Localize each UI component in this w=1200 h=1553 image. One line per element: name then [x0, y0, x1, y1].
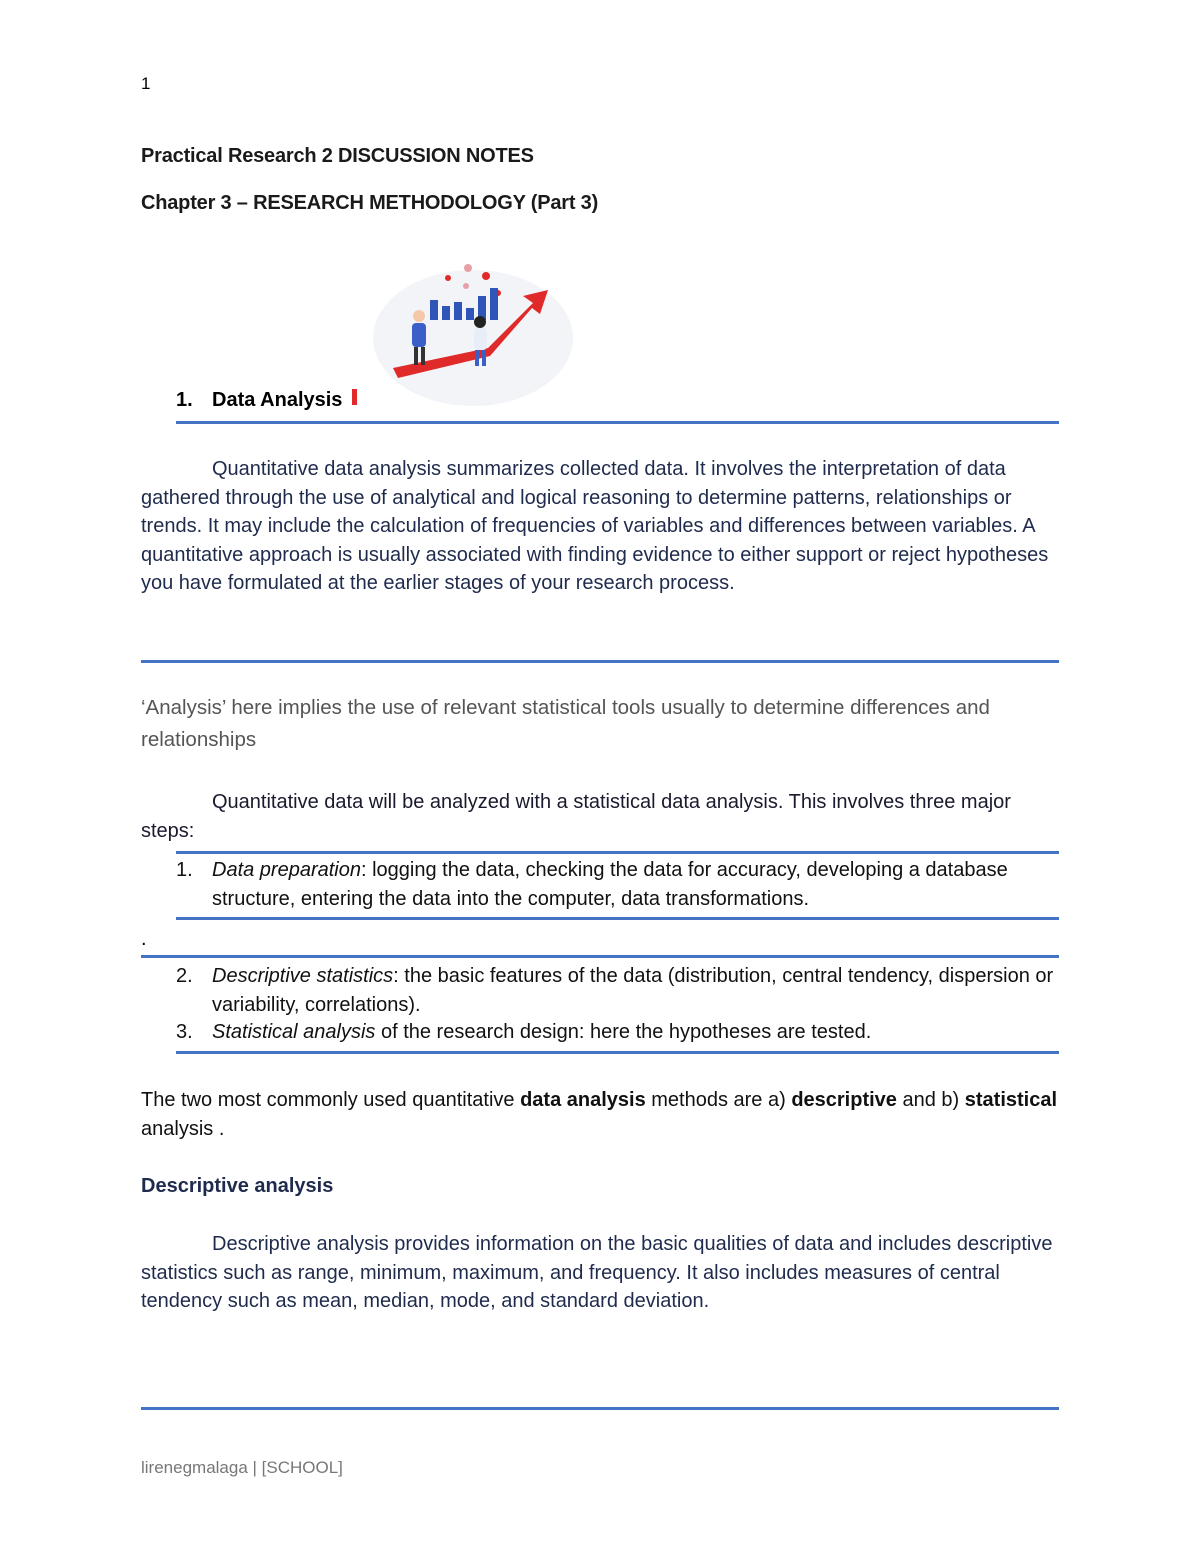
- descriptive-body: Descriptive analysis provides information on the basic qualities of data and includes descriptive statistics such as range, minimum, maximum, and frequency. It also includes measures of central tendency such as mean, median, mode, and standard deviation.: [141, 1233, 1053, 1312]
- intro-paragraph: Quantitative data analysis summarizes collected data. It involves the interpretation of data gathered through the use of analytical and logical reasoning to determine patterns, relationships or trends. It may include the calculation of frequencies of variables and differences between variables. A quantitative approach is usually associated with finding evidence to either support or reject hypotheses you have formulated at the earlier stages of your research process.: [141, 458, 1049, 594]
- section-number: 1.: [176, 389, 193, 411]
- methods-text: and b): [896, 1089, 965, 1111]
- step-text: [212, 962, 1062, 1019]
- steps-intro: Quantitative data will be analyzed with a statistical data analysis. This involves three major steps:: [141, 791, 1011, 842]
- methods-text: methods are a): [645, 1089, 792, 1111]
- methods-bold: descriptive: [791, 1089, 897, 1111]
- document-title: Practical Research 2 DISCUSSION NOTES: [141, 145, 534, 167]
- step-item: [176, 856, 1056, 916]
- step-text: [212, 1018, 1062, 1047]
- methods-text: The two most commonly used quantitative: [141, 1089, 521, 1111]
- step-text: [212, 856, 1062, 913]
- step-number: 3.: [176, 1021, 193, 1043]
- section-heading-data-analysis: [176, 389, 357, 412]
- step-term: Descriptive statistics: [212, 965, 394, 987]
- descriptive-heading: Descriptive analysis: [141, 1175, 334, 1197]
- step-description: : logging the data, checking the data for accuracy, developing a database structure, entering the data into the computer, data transformations.: [212, 859, 1008, 910]
- chapter-title: Chapter 3 – RESEARCH METHODOLOGY (Part 3): [141, 192, 599, 214]
- step-term: Data preparation: [212, 859, 361, 881]
- data-analysis-illustration: [368, 248, 578, 408]
- step-description: : the basic features of the data (distribution, central tendency, dispersion or variability, correlations).: [212, 965, 1054, 1016]
- analysis-note: ‘Analysis’ here implies the use of relevant statistical tools usually to determine differences and relationships: [141, 696, 990, 751]
- divider: [176, 1051, 1059, 1054]
- stray-dot: .: [141, 928, 147, 950]
- divider: [141, 955, 1059, 958]
- divider: [176, 421, 1059, 424]
- divider: [176, 851, 1059, 854]
- methods-bold: statistical: [964, 1089, 1058, 1111]
- step-number: 2.: [176, 965, 193, 987]
- section-heading-text: Data Analysis: [212, 389, 343, 411]
- divider: [141, 660, 1059, 663]
- step-item: [176, 1018, 1056, 1048]
- step-term: Statistical analysis: [212, 1021, 376, 1043]
- page-footer: lirenegmalaga | [SCHOOL]: [141, 1458, 343, 1477]
- methods-text: analysis .: [141, 1117, 225, 1140]
- step-number: 1.: [176, 859, 193, 881]
- methods-bold: data analysis: [520, 1089, 646, 1111]
- step-description: of the research design: here the hypotheses are tested.: [375, 1021, 872, 1043]
- methods-paragraph: [141, 1086, 1061, 1143]
- red-marker-icon: [352, 389, 357, 405]
- divider: [141, 1407, 1059, 1410]
- step-item: [176, 962, 1056, 1022]
- divider: [176, 917, 1059, 920]
- page-number: 1: [141, 74, 151, 93]
